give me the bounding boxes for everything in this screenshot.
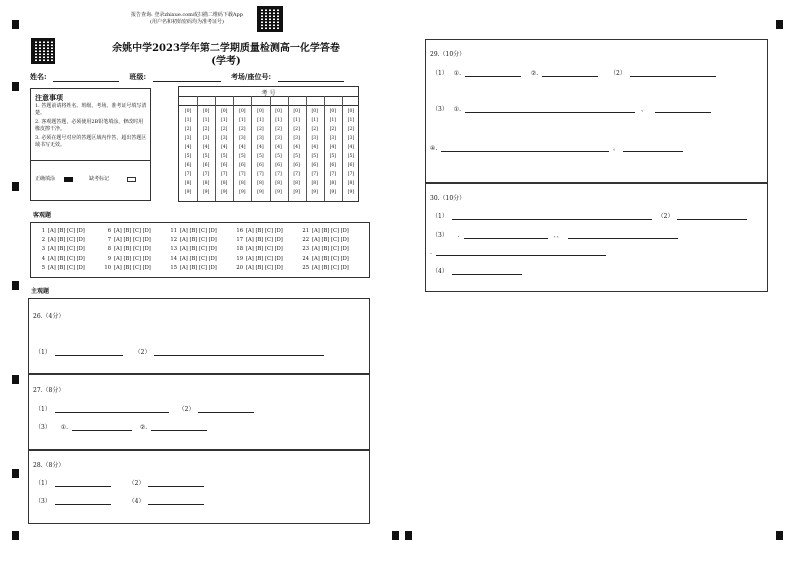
question-30-answers-1	[432, 211, 747, 220]
question-number: 13	[170, 246, 177, 253]
answer-options[interactable]: [A] [B] [C] [D]	[180, 246, 217, 253]
question-number: 22	[302, 237, 309, 244]
question-number: 20	[236, 264, 243, 271]
app-qr-code[interactable]	[257, 6, 283, 32]
question-number: 18	[236, 246, 243, 253]
exam-number-column	[324, 107, 342, 197]
question-26-title: 26.（4分）	[33, 313, 65, 320]
question-number: 10	[104, 264, 111, 271]
answer-options[interactable]: [A] [B] [C] [D]	[114, 228, 151, 234]
part-label: （1）	[35, 480, 51, 487]
question-number: 17	[236, 237, 243, 244]
digit-bubble[interactable]: [2]	[257, 127, 264, 132]
digit-bubble[interactable]: [1]	[239, 118, 246, 123]
answer-options[interactable]: [A] [B] [C] [D]	[312, 255, 349, 262]
digit-bubble[interactable]: [3]	[257, 136, 264, 141]
name-label: 姓名:	[30, 72, 47, 81]
digit-bubble[interactable]: [8]	[220, 181, 228, 186]
digit-bubble[interactable]: [1]	[257, 118, 264, 123]
digit-bubble[interactable]: [8]	[257, 181, 264, 186]
digit-bubble[interactable]: [8]	[202, 181, 210, 186]
circled-label: ②.	[139, 424, 148, 431]
question-number: 8	[107, 246, 111, 253]
answer-options[interactable]: [A] [B] [C] [D]	[246, 255, 283, 262]
digit-bubble[interactable]: [6]	[329, 163, 337, 168]
digit-bubble[interactable]: [9]	[311, 190, 318, 195]
digit-bubble[interactable]: [9]	[220, 190, 228, 195]
question-number: 5	[41, 264, 45, 271]
exam-number-column	[342, 107, 360, 197]
part-label: （3）	[432, 106, 448, 113]
answer-options[interactable]: [A] [B] [C] [D]	[180, 264, 217, 271]
question-number: 4	[41, 255, 45, 262]
answer-options[interactable]: [A] [B] [C] [D]	[114, 255, 151, 262]
question-number: 19	[236, 255, 243, 262]
digit-bubble[interactable]: [5]	[311, 154, 318, 159]
question-27-box	[28, 374, 370, 450]
digit-bubble[interactable]: [7]	[202, 172, 210, 177]
answer-line[interactable]	[436, 248, 606, 256]
answer-line[interactable]	[655, 105, 711, 113]
question-number: 23	[302, 246, 309, 253]
digit-bubble[interactable]: [0]	[311, 109, 318, 114]
digit-bubble[interactable]: [7]	[293, 172, 300, 177]
digit-bubble[interactable]: [6]	[202, 163, 210, 168]
answer-line[interactable]	[623, 144, 683, 152]
page-subtitle: (学考)	[211, 56, 241, 67]
class-label: 班级:	[129, 72, 147, 81]
digit-bubble[interactable]: [9]	[293, 190, 300, 195]
digit-bubble[interactable]: [8]	[329, 181, 337, 186]
digit-bubble[interactable]: [6]	[239, 163, 246, 168]
question-number: 7	[107, 237, 111, 244]
objective-label: 客观题	[33, 212, 52, 219]
objective-item	[103, 256, 151, 262]
digit-bubble[interactable]: [4]	[220, 145, 228, 150]
answer-options[interactable]: [A] [B] [C] [D]	[312, 228, 349, 234]
digit-bubble[interactable]: [9]	[184, 190, 192, 195]
digit-bubble[interactable]: [5]	[257, 154, 264, 159]
registration-mark	[405, 531, 412, 540]
answer-options[interactable]: [A] [B] [C] [D]	[48, 228, 85, 234]
digit-bubble[interactable]: [2]	[275, 127, 282, 132]
registration-mark	[12, 469, 19, 478]
circled-label: ④.	[430, 145, 438, 152]
answer-options[interactable]: [A] [B] [C] [D]	[48, 237, 85, 244]
digit-bubble[interactable]: [9]	[239, 190, 246, 195]
part-label: （1）	[35, 406, 51, 413]
question-30-box	[425, 183, 768, 292]
digit-bubble[interactable]: [3]	[275, 136, 282, 141]
digit-bubble[interactable]: [2]	[202, 127, 210, 132]
registration-mark	[12, 375, 19, 384]
question-29-answers-1	[432, 68, 716, 77]
answer-options[interactable]: [A] [B] [C] [D]	[48, 264, 85, 271]
digit-bubble[interactable]: [6]	[347, 163, 355, 168]
question-30-answers-2	[432, 230, 678, 239]
student-info-row	[30, 72, 344, 82]
part-label: （4）	[432, 268, 448, 275]
digit-bubble[interactable]: [2]	[329, 127, 337, 132]
exam-number-column	[179, 107, 197, 197]
circled-label: ①.	[453, 70, 462, 77]
answer-line[interactable]	[148, 497, 204, 505]
question-28-box	[28, 450, 370, 524]
digit-bubble[interactable]: [0]	[257, 109, 264, 114]
digit-bubble[interactable]: [5]	[293, 154, 300, 159]
part-label: （3）	[35, 498, 51, 505]
student-qr-code	[31, 38, 55, 64]
question-29-answers-2	[432, 104, 711, 113]
question-29-box	[425, 39, 768, 183]
subjective-label: 主观题	[31, 288, 50, 295]
exam-number-grid	[178, 86, 359, 202]
registration-mark	[12, 82, 19, 91]
digit-bubble[interactable]: [1]	[275, 118, 282, 123]
digit-bubble[interactable]: [5]	[220, 154, 228, 159]
digit-bubble[interactable]: [1]	[184, 118, 192, 123]
answer-options[interactable]: [A] [B] [C] [D]	[114, 264, 151, 271]
separator: 。	[613, 145, 620, 152]
question-26-box	[28, 298, 370, 374]
digit-bubble[interactable]: [9]	[329, 190, 337, 195]
answer-options[interactable]: [A] [B] [C] [D]	[312, 246, 349, 253]
part-label: （2）	[610, 70, 626, 77]
answer-line[interactable]	[542, 69, 598, 77]
answer-options[interactable]: [A] [B] [C] [D]	[180, 237, 217, 244]
question-number: 12	[170, 237, 177, 244]
part-label: （1）	[432, 213, 448, 220]
question-number: 2	[41, 237, 45, 244]
notice-box	[30, 88, 151, 201]
exam-number-column	[306, 107, 324, 197]
digit-bubble[interactable]: [0]	[293, 109, 300, 114]
digit-bubble[interactable]: [9]	[202, 190, 210, 195]
answer-options[interactable]: [A] [B] [C] [D]	[312, 237, 349, 244]
part-label: （3）	[35, 424, 51, 431]
digit-bubble[interactable]: [8]	[184, 181, 192, 186]
digit-bubble[interactable]: [0]	[275, 109, 282, 114]
question-number: 11	[170, 228, 177, 234]
part-label: （2）	[134, 349, 151, 356]
objective-item	[301, 246, 349, 252]
answer-line[interactable]	[154, 348, 324, 356]
digit-bubble[interactable]: [1]	[311, 118, 318, 123]
objective-item	[103, 228, 151, 234]
objective-item	[169, 228, 217, 234]
digit-bubble[interactable]: [4]	[329, 145, 337, 150]
objective-item	[169, 246, 217, 252]
objective-item	[37, 228, 85, 234]
registration-mark	[776, 20, 783, 29]
page-title: 余姚中学2023学年第二学期质量检测高一化学答卷	[112, 43, 340, 54]
answer-line[interactable]	[55, 497, 111, 505]
part-label: （1）	[35, 349, 51, 356]
objective-item	[301, 265, 349, 271]
answer-options[interactable]: [A] [B] [C] [D]	[114, 246, 151, 253]
objective-item	[235, 228, 283, 234]
digit-bubble[interactable]: [0]	[202, 109, 210, 114]
answer-options[interactable]: [A] [B] [C] [D]	[246, 228, 283, 234]
registration-mark	[392, 531, 399, 540]
answer-options[interactable]: [A] [B] [C] [D]	[114, 237, 151, 244]
digit-bubble[interactable]: [5]	[275, 154, 282, 159]
answer-line[interactable]	[465, 69, 521, 77]
objective-item	[235, 237, 283, 243]
objective-item	[37, 237, 85, 243]
answer-options[interactable]: [A] [B] [C] [D]	[246, 246, 283, 253]
question-28-answers-2	[35, 496, 204, 505]
answer-line[interactable]	[198, 405, 254, 413]
question-number: 3	[41, 246, 45, 253]
answer-options[interactable]: [A] [B] [C] [D]	[48, 246, 85, 253]
objective-answer-area	[30, 222, 370, 278]
part-label: （1）	[432, 70, 448, 77]
objective-item	[301, 256, 349, 262]
answer-line[interactable]	[568, 231, 678, 239]
digit-bubble[interactable]: [8]	[311, 181, 318, 186]
correct-fill-sample	[64, 177, 73, 182]
answer-line[interactable]	[630, 69, 716, 77]
separator: .	[457, 232, 460, 239]
digit-bubble[interactable]: [4]	[311, 145, 318, 150]
answer-options[interactable]: [A] [B] [C] [D]	[312, 264, 349, 271]
digit-bubble[interactable]: [2]	[347, 127, 355, 132]
answer-line[interactable]	[677, 212, 747, 220]
seat-field[interactable]	[278, 74, 344, 82]
circled-label: ①.	[453, 106, 462, 113]
digit-bubble[interactable]: [3]	[202, 136, 210, 141]
answer-line[interactable]	[148, 479, 204, 487]
question-29-title: 29.（10分）	[430, 51, 466, 58]
digit-bubble[interactable]: [7]	[257, 172, 264, 177]
digit-bubble[interactable]: [7]	[220, 172, 228, 177]
answer-options[interactable]: [A] [B] [C] [D]	[48, 255, 85, 262]
question-28-title: 28.（8分）	[33, 462, 65, 469]
digit-bubble[interactable]: [9]	[347, 190, 355, 195]
part-label: （4）	[128, 498, 145, 505]
digit-bubble[interactable]: [7]	[275, 172, 282, 177]
digit-bubble[interactable]: [6]	[311, 163, 318, 168]
registration-mark	[12, 531, 19, 540]
part-label: （2）	[657, 213, 674, 220]
exam-number-column	[197, 107, 215, 197]
digit-bubble[interactable]: [8]	[275, 181, 282, 186]
seat-label: 考场/座位号:	[230, 72, 272, 81]
report-tip	[112, 12, 262, 26]
name-field[interactable]	[53, 74, 119, 82]
registration-mark	[12, 20, 19, 29]
question-30-answers-3	[430, 248, 606, 256]
digit-bubble[interactable]: [2]	[184, 127, 192, 132]
digit-bubble[interactable]: [1]	[329, 118, 337, 123]
question-27-title: 27.（8分）	[33, 387, 65, 394]
notice-heading: 注意事项	[35, 93, 63, 102]
digit-bubble[interactable]: [6]	[220, 163, 228, 168]
question-number: 15	[170, 264, 177, 271]
part-label: （3）	[432, 232, 448, 239]
report-tip-line2: (用户名和初始密码均为准考证号)	[150, 19, 224, 25]
digit-bubble[interactable]: [7]	[184, 172, 192, 177]
digit-bubble[interactable]: [5]	[347, 154, 355, 159]
digit-bubble[interactable]: [3]	[239, 136, 246, 141]
correct-fill-label: 正确填涂	[35, 176, 56, 182]
notice-item: 3. 必须在题号对应的答题区域内作答，超出答题区域书写无效。	[35, 135, 147, 148]
digit-bubble[interactable]: [4]	[257, 145, 264, 150]
question-30-answers-4	[432, 266, 522, 275]
digit-bubble[interactable]: [7]	[329, 172, 337, 177]
answer-options[interactable]: [A] [B] [C] [D]	[246, 237, 283, 244]
question-27-answers-1	[35, 404, 254, 413]
objective-item	[169, 265, 217, 271]
digit-bubble[interactable]: [3]	[329, 136, 337, 141]
exam-number-heading: 考 号	[261, 90, 276, 97]
digit-bubble[interactable]: [8]	[347, 181, 355, 186]
objective-item	[169, 237, 217, 243]
digit-bubble[interactable]: [0]	[220, 109, 228, 114]
digit-bubble[interactable]: [0]	[347, 109, 355, 114]
answer-line[interactable]	[465, 105, 635, 113]
digit-bubble[interactable]: [0]	[329, 109, 337, 114]
report-tip-line1: 报告查询: 登录zhixue.com或扫描二维码下载App	[131, 12, 243, 18]
digit-bubble[interactable]: [9]	[257, 190, 264, 195]
objective-item	[301, 228, 349, 234]
question-26-answers	[35, 347, 324, 356]
objective-item	[37, 256, 85, 262]
registration-mark	[12, 182, 19, 191]
objective-item	[169, 256, 217, 262]
objective-item	[37, 265, 85, 271]
digit-bubble[interactable]: [3]	[184, 136, 192, 141]
answer-line[interactable]	[151, 423, 207, 431]
digit-bubble[interactable]: [9]	[275, 190, 282, 195]
digit-bubble[interactable]: [4]	[275, 145, 282, 150]
digit-bubble[interactable]: [6]	[293, 163, 300, 168]
digit-bubble[interactable]: [1]	[347, 118, 355, 123]
notice-item: 1. 答题前请将姓名、班级、考场、准考证号填写清楚。	[35, 103, 147, 116]
question-number: 21	[302, 228, 309, 234]
exam-number-column	[270, 107, 288, 197]
answer-options[interactable]: [A] [B] [C] [D]	[180, 228, 217, 234]
answer-options[interactable]: [A] [B] [C] [D]	[180, 255, 217, 262]
digit-bubble[interactable]: [6]	[275, 163, 282, 168]
digit-bubble[interactable]: [2]	[239, 127, 246, 132]
digit-bubble[interactable]: [7]	[311, 172, 318, 177]
objective-item	[301, 237, 349, 243]
digit-bubble[interactable]: [8]	[239, 181, 246, 186]
registration-mark	[12, 281, 19, 290]
digit-bubble[interactable]: [7]	[239, 172, 246, 177]
question-27-answers-2	[35, 422, 207, 431]
separator: 、、	[553, 232, 563, 239]
digit-bubble[interactable]: [4]	[202, 145, 210, 150]
circled-label: ②.	[530, 70, 539, 77]
digit-bubble[interactable]: [6]	[184, 163, 192, 168]
digit-bubble[interactable]: [3]	[347, 136, 355, 141]
missing-mark-checkbox[interactable]	[127, 177, 136, 182]
digit-bubble[interactable]: [4]	[184, 145, 192, 150]
question-number: 9	[107, 255, 111, 262]
registration-mark	[776, 531, 783, 540]
objective-item	[235, 265, 283, 271]
digit-bubble[interactable]: [7]	[347, 172, 355, 177]
class-field[interactable]	[153, 74, 221, 82]
digit-bubble[interactable]: [2]	[311, 127, 318, 132]
digit-bubble[interactable]: [2]	[220, 127, 228, 132]
answer-line[interactable]	[441, 144, 609, 152]
digit-bubble[interactable]: [4]	[239, 145, 246, 150]
answer-line[interactable]	[452, 212, 652, 220]
digit-bubble[interactable]: [4]	[347, 145, 355, 150]
digit-bubble[interactable]: [3]	[293, 136, 300, 141]
notice-item: 2. 客观题答题，必须使用2B铅笔填涂，修改时用橡皮擦干净。	[35, 119, 144, 132]
exam-number-column	[233, 107, 251, 197]
question-number: 24	[302, 255, 309, 262]
exam-number-column	[251, 107, 269, 197]
digit-bubble[interactable]: [5]	[202, 154, 210, 159]
circled-label: ①.	[60, 424, 69, 431]
answer-line[interactable]	[452, 267, 522, 275]
exam-number-column	[215, 107, 233, 197]
digit-bubble[interactable]: [6]	[257, 163, 264, 168]
question-number: 16	[236, 228, 243, 234]
digit-bubble[interactable]: [8]	[293, 181, 300, 186]
answer-line[interactable]	[464, 231, 548, 239]
digit-bubble[interactable]: [0]	[239, 109, 246, 114]
question-number: 6	[107, 228, 111, 234]
digit-bubble[interactable]: [5]	[239, 154, 246, 159]
answer-line[interactable]	[55, 348, 123, 356]
part-label: （2）	[178, 406, 195, 413]
objective-item	[103, 265, 151, 271]
digit-bubble[interactable]: [2]	[293, 127, 300, 132]
question-30-title: 30.（10分）	[430, 195, 466, 202]
digit-bubble[interactable]: [0]	[184, 109, 192, 114]
digit-bubble[interactable]: [1]	[220, 118, 228, 123]
part-label: （2）	[128, 480, 145, 487]
objective-item	[235, 256, 283, 262]
objective-item	[103, 246, 151, 252]
digit-bubble[interactable]: [1]	[293, 118, 300, 123]
answer-line[interactable]	[55, 405, 169, 413]
answer-options[interactable]: [A] [B] [C] [D]	[246, 264, 283, 271]
digit-bubble[interactable]: [4]	[293, 145, 300, 150]
question-number: 25	[302, 264, 309, 271]
digit-bubble[interactable]: [3]	[220, 136, 228, 141]
digit-bubble[interactable]: [3]	[311, 136, 318, 141]
separator: 、	[640, 106, 647, 113]
answer-line[interactable]	[55, 479, 111, 487]
question-number: 1	[41, 228, 45, 234]
separator: .	[430, 249, 432, 256]
exam-number-column	[288, 107, 306, 197]
digit-bubble[interactable]: [5]	[329, 154, 337, 159]
missing-mark-label: 缺考标记	[89, 176, 110, 182]
objective-item	[37, 246, 85, 252]
objective-item	[235, 246, 283, 252]
question-28-answers-1	[35, 478, 204, 487]
digit-bubble[interactable]: [5]	[184, 154, 192, 159]
question-number: 14	[170, 255, 177, 262]
objective-item	[103, 237, 151, 243]
answer-line[interactable]	[72, 423, 132, 431]
question-29-answers-3	[430, 143, 683, 152]
digit-bubble[interactable]: [1]	[202, 118, 210, 123]
